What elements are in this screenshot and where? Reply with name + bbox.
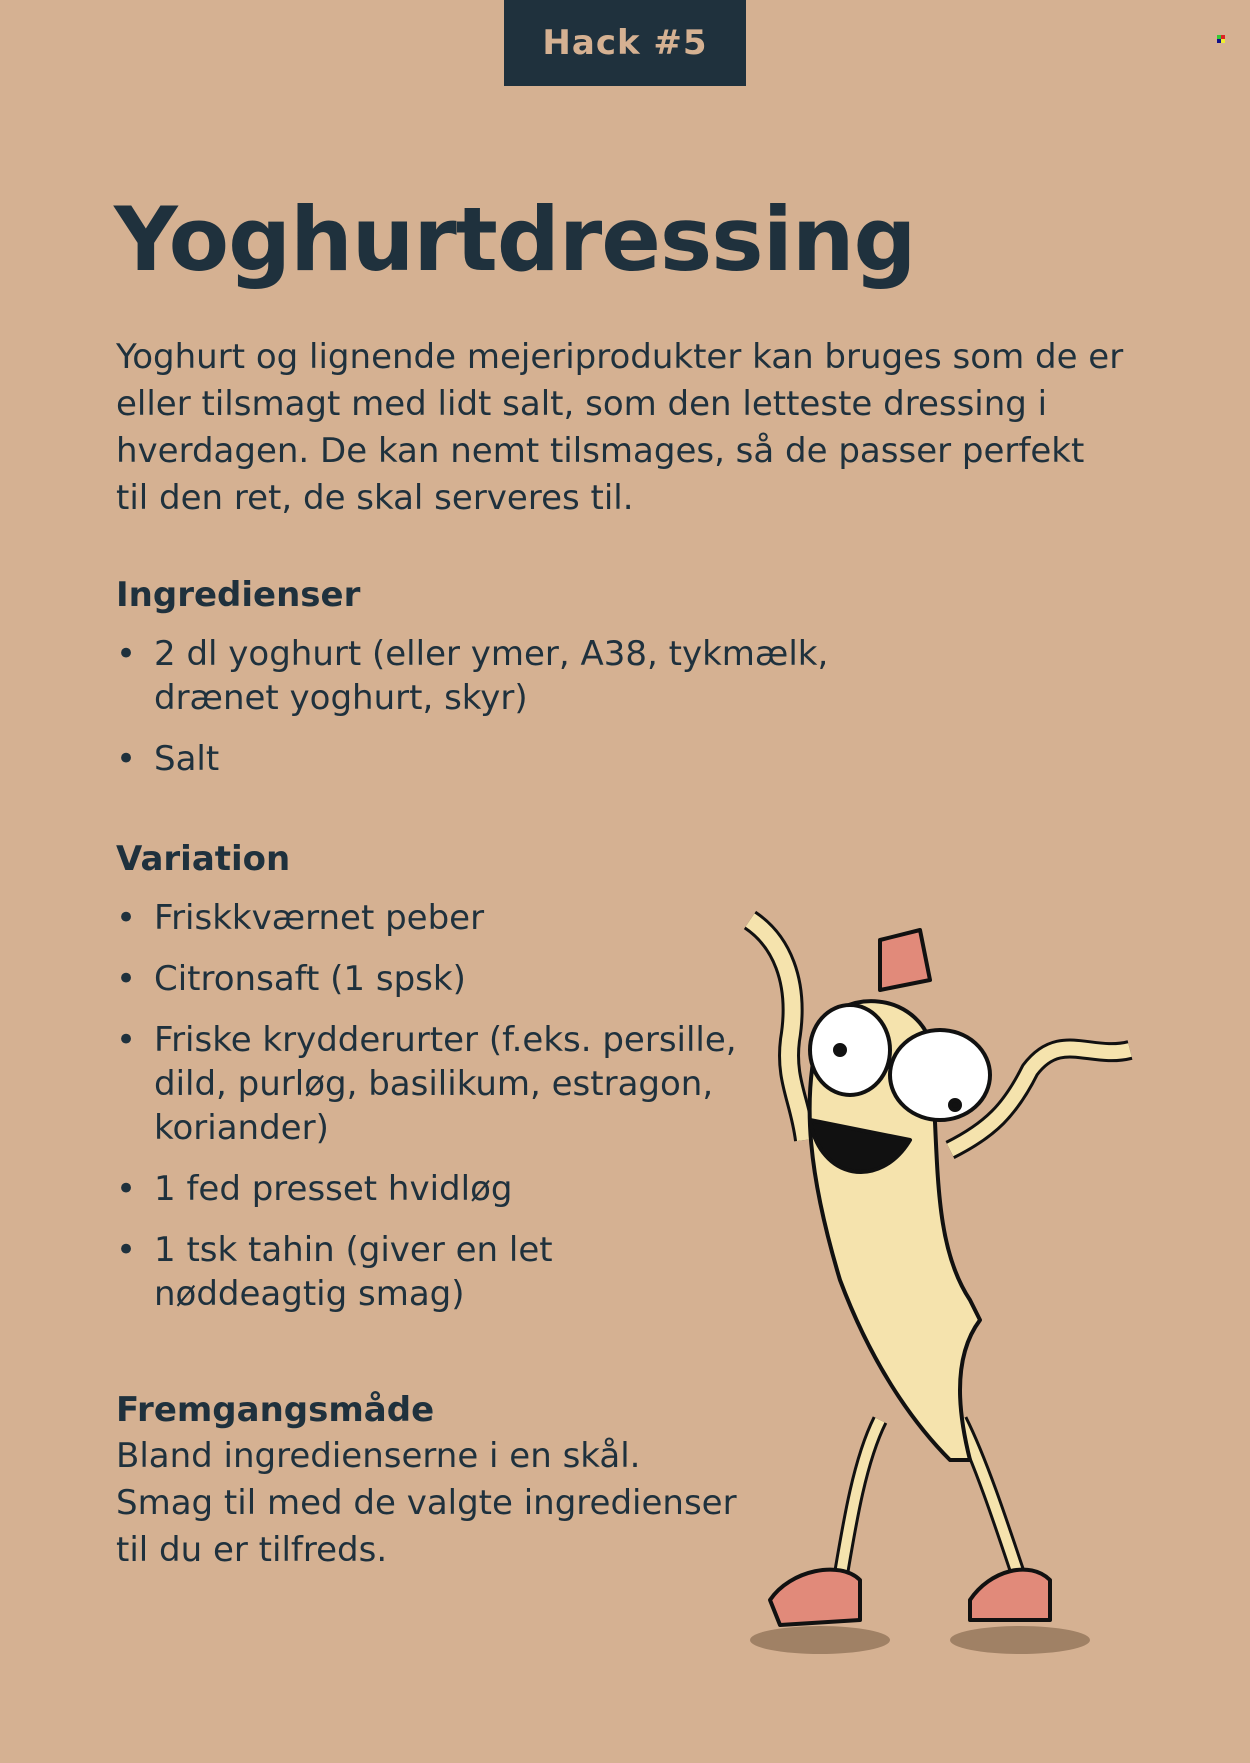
list-item <box>116 737 856 781</box>
brand-logo-icon <box>1217 35 1225 43</box>
bullet: • <box>116 739 137 779</box>
method-line: til du er tilfreds. <box>116 1530 388 1570</box>
list-item <box>116 1228 756 1316</box>
list-item <box>116 896 756 940</box>
page-title: Yoghurtdressing <box>114 188 916 291</box>
bullet: • <box>116 1169 137 1209</box>
yoghurt-character-illustration <box>730 900 1230 1700</box>
item-text: Citronsaft (1 spsk) <box>154 959 466 999</box>
list-item <box>116 1167 756 1211</box>
bullet: • <box>116 634 137 674</box>
bullet: • <box>116 959 137 999</box>
ingredients-heading: Ingredienser <box>116 575 361 615</box>
variation-heading: Variation <box>116 839 291 879</box>
intro-paragraph: Yoghurt og lignende mejeriprodukter kan bruges som de er eller tilsmagt med lidt salt, som den letteste dressing i hverdagen. De kan nemt tilsmages, så de passer perfekt til den ret, de skal serveres til. <box>116 337 1124 518</box>
ingredients-list <box>116 632 856 798</box>
list-item <box>116 632 856 720</box>
item-text: Salt <box>154 739 220 779</box>
method-line: Smag til med de valgte ingredienser <box>116 1483 737 1523</box>
variation-list <box>116 896 756 1333</box>
bullet: • <box>116 1230 137 1270</box>
item-text: Friskkværnet peber <box>154 898 485 938</box>
item-text: 1 fed presset hvidløg <box>154 1169 513 1209</box>
item-text: 2 dl yoghurt (eller ymer, A38, tykmælk, drænet yoghurt, skyr) <box>154 634 829 718</box>
method-line: Bland ingredienserne i en skål. <box>116 1436 641 1476</box>
method-text <box>116 1433 737 1574</box>
method-heading: Fremgangsmåde <box>116 1390 435 1430</box>
list-item <box>116 1018 756 1150</box>
item-text: Friske krydderurter (f.eks. persille, dild, purløg, basilikum, estragon, koriander) <box>154 1020 737 1148</box>
item-text: 1 tsk tahin (giver en let nøddeagtig smag) <box>154 1230 553 1314</box>
bullet: • <box>116 898 137 938</box>
hack-number-badge: Hack #5 <box>504 0 746 86</box>
list-item <box>116 957 756 1001</box>
bullet: • <box>116 1020 137 1060</box>
